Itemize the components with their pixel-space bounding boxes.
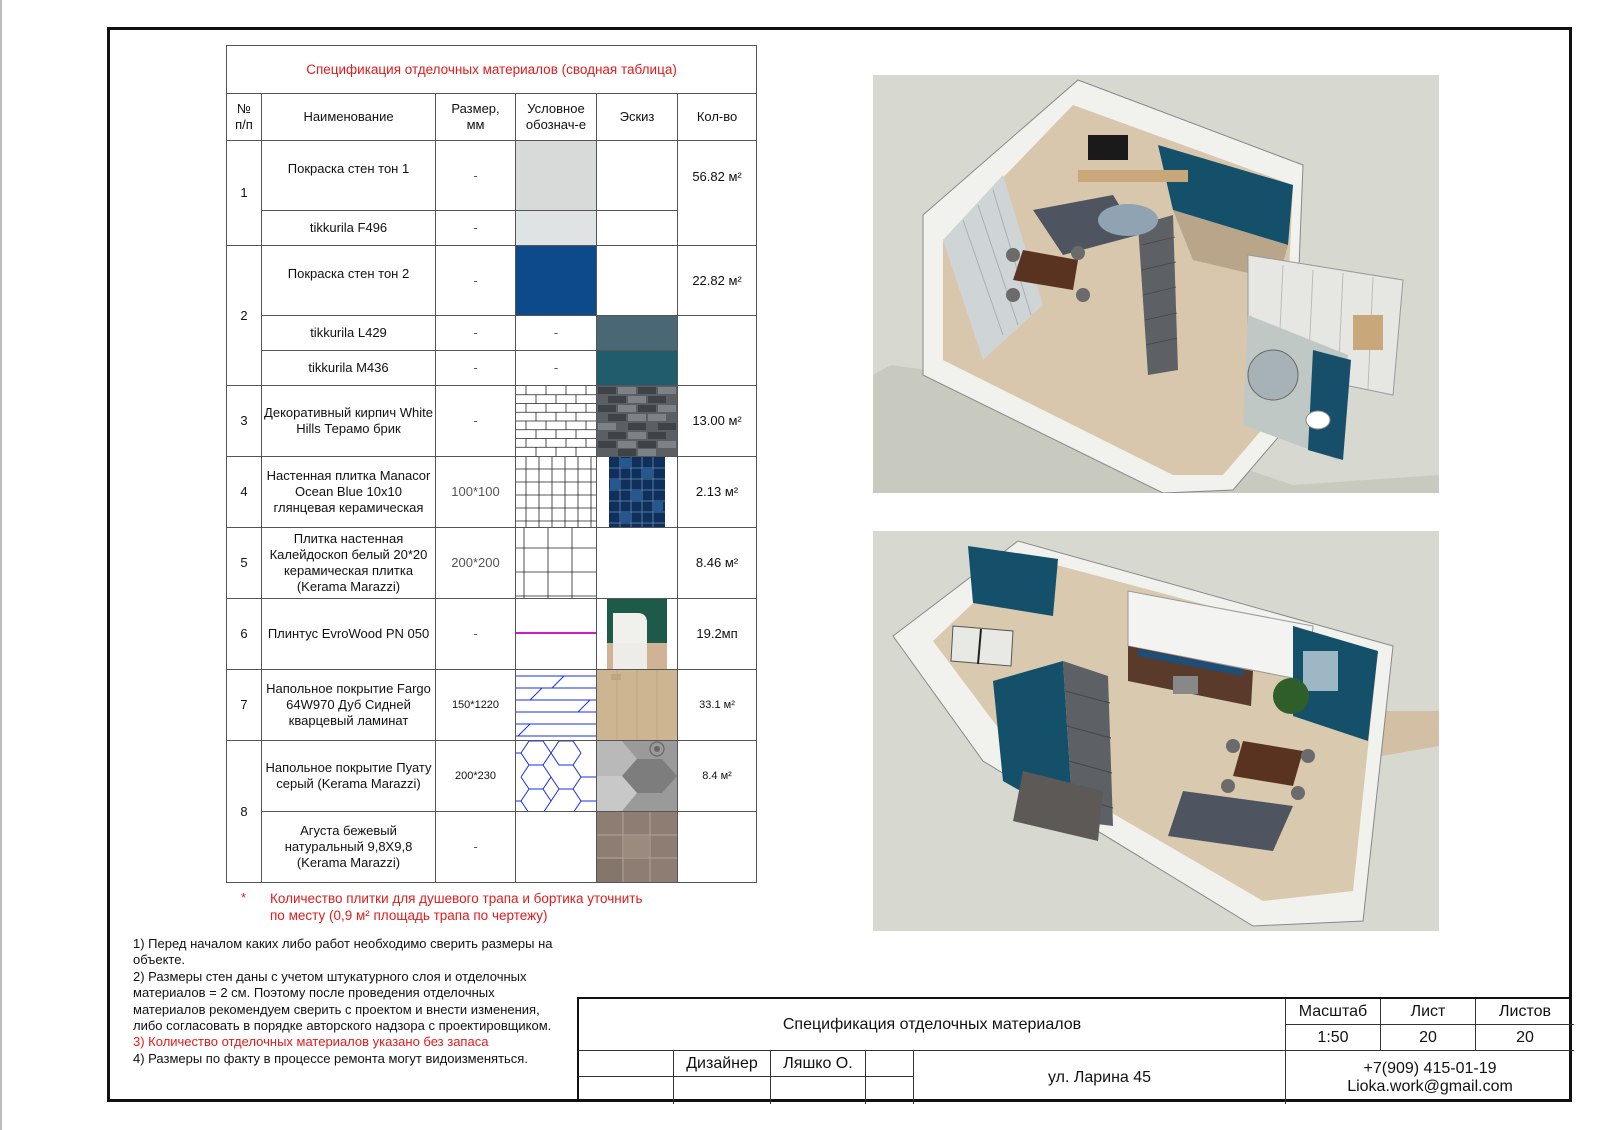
col-header-num: № п/п <box>227 94 262 141</box>
row-number: 6 <box>227 599 262 670</box>
material-qty: 19.2мп <box>678 599 757 670</box>
sketch-empty <box>597 211 678 246</box>
table-row <box>227 528 757 599</box>
qty-empty <box>678 812 757 883</box>
laminate-hatch-symbol <box>516 670 597 741</box>
table-row <box>227 741 757 812</box>
hexagon-hatch-symbol <box>516 741 597 812</box>
sheets-label: Листов <box>1476 999 1574 1025</box>
material-size: - <box>436 246 516 316</box>
phone: +7(909) 415-01-19 <box>1363 1059 1497 1077</box>
address: ул. Ларина 45 <box>914 1051 1286 1104</box>
material-name: Покраска стен тон 2 <box>262 246 436 316</box>
row-number: 5 <box>227 528 262 599</box>
table-row <box>227 141 757 211</box>
scale-value: 1:50 <box>1286 1025 1381 1051</box>
brick-sketch <box>597 386 678 457</box>
sketch-empty <box>597 141 678 211</box>
table-row <box>227 812 757 883</box>
tb-empty-cell <box>866 1077 914 1104</box>
table-row <box>227 316 757 351</box>
qty-empty <box>678 316 757 386</box>
material-size: 150*1220 <box>436 670 516 741</box>
material-qty: 33.1 м² <box>678 670 757 741</box>
material-qty: 8.4 м² <box>678 741 757 812</box>
table-row <box>227 386 757 457</box>
sheets-total: 20 <box>1476 1025 1574 1051</box>
material-name: Декоративный кирпич White Hills Терамо брик <box>262 386 436 457</box>
render-top-view-2 <box>873 531 1439 931</box>
material-qty: 56.82 м² <box>678 141 757 246</box>
row-number: 3 <box>227 386 262 457</box>
paint-swatch-l429 <box>597 316 678 351</box>
note-item: 4) Размеры по факту в процессе ремонта могут видоизменяться. <box>133 1050 528 1066</box>
grey-tile-sketch <box>597 741 678 812</box>
material-qty: 2.13 м² <box>678 457 757 528</box>
tb-empty-cell <box>866 1051 914 1077</box>
ocean-blue-tile-sketch <box>597 457 678 528</box>
material-size: - <box>436 211 516 246</box>
material-qty: 8.46 м² <box>678 528 757 599</box>
material-size: - <box>436 386 516 457</box>
table-row <box>227 457 757 528</box>
col-header-sketch: Эскиз <box>597 94 678 141</box>
table-row <box>227 211 757 246</box>
col-header-name: Наименование <box>262 94 436 141</box>
tile-grid-symbol <box>516 457 597 528</box>
designer-name: Ляшко О. <box>771 1051 866 1077</box>
sheet-label: Лист <box>1381 999 1476 1025</box>
material-symbol: - <box>516 316 597 351</box>
material-qty: 13.00 м² <box>678 386 757 457</box>
row-number: 8 <box>227 741 262 883</box>
title-block <box>577 997 1572 1102</box>
table-row <box>227 670 757 741</box>
baseboard-sketch <box>597 599 678 670</box>
tile-20-grid-symbol <box>516 528 597 599</box>
material-size: - <box>436 812 516 883</box>
row-number: 1 <box>227 141 262 246</box>
paint-swatch-m436 <box>597 351 678 386</box>
material-qty: 22.82 м² <box>678 246 757 316</box>
table-title: Спецификация отделочных материалов (сводная таблица) <box>227 46 757 94</box>
tb-empty-cell <box>579 1051 674 1077</box>
material-size: - <box>436 351 516 386</box>
material-size: - <box>436 141 516 211</box>
sheet-title: Спецификация отделочных материалов <box>579 999 1286 1051</box>
brick-hatch-symbol <box>516 386 597 457</box>
table-row <box>227 351 757 386</box>
note-item: 1) Перед началом каких либо работ необходимо сверить размеры на объекте. <box>133 936 553 968</box>
row-number: 4 <box>227 457 262 528</box>
material-name: Покраска стен тон 1 <box>262 141 436 211</box>
material-size: 200*200 <box>436 528 516 599</box>
designer-label: Дизайнер <box>674 1051 771 1077</box>
material-name: tikkurila M436 <box>262 351 436 386</box>
material-size: 100*100 <box>436 457 516 528</box>
tb-empty-cell <box>579 1077 674 1104</box>
sketch-empty <box>597 246 678 316</box>
material-size: - <box>436 316 516 351</box>
paint-swatch-tone2 <box>516 246 597 316</box>
material-name: Напольное покрытие Fargo 64W970 Дуб Сидней кварцевый ламинат <box>262 670 436 741</box>
tile-drain-note: Количество плитки для душевого трапа и бортика уточнить по месту (0,9 м² площадь трапа по чертежу) <box>270 891 643 923</box>
symbol-empty <box>516 812 597 883</box>
material-name: Настенная плитка Manacor Ocean Blue 10x10 глянцевая керамическая <box>262 457 436 528</box>
note-asterisk: * <box>241 890 247 905</box>
material-size: 200*230 <box>436 741 516 812</box>
material-name: Агуста бежевый натуральный 9,8Х9,8 (Kerama Marazzi) <box>262 812 436 883</box>
material-name: Напольное покрытие Пуату серый (Kerama Marazzi) <box>262 741 436 812</box>
contacts <box>1286 1051 1574 1104</box>
tb-empty-cell <box>771 1077 866 1104</box>
material-size: - <box>436 599 516 670</box>
col-header-size: Размер, мм <box>436 94 516 141</box>
materials-spec-table <box>226 45 757 883</box>
scale-label: Масштаб <box>1286 999 1381 1025</box>
row-number: 2 <box>227 246 262 386</box>
material-name: tikkurila L429 <box>262 316 436 351</box>
baseboard-line-symbol <box>516 599 597 670</box>
row-number: 7 <box>227 670 262 741</box>
material-symbol: - <box>516 351 597 386</box>
col-header-symbol: Условное обознач-е <box>516 94 597 141</box>
render-top-view-1 <box>873 75 1439 493</box>
material-name: tikkurila F496 <box>262 211 436 246</box>
col-header-qty: Кол-во <box>678 94 757 141</box>
table-header-row <box>227 94 757 141</box>
table-row <box>227 246 757 316</box>
paint-swatch-f496 <box>516 211 597 246</box>
material-name: Плинтус EvroWood PN 050 <box>262 599 436 670</box>
tb-empty-cell <box>674 1077 771 1104</box>
material-name: Плитка настенная Калейдоскоп белый 20*20 керамическая плитка (Kerama Marazzi) <box>262 528 436 599</box>
sheet-number: 20 <box>1381 1025 1476 1051</box>
oak-laminate-sketch <box>597 670 678 741</box>
email: Lioka.work@gmail.com <box>1347 1077 1513 1095</box>
paint-swatch-tone1 <box>516 141 597 211</box>
table-row <box>227 599 757 670</box>
general-notes <box>133 936 563 1067</box>
note-item: 2) Размеры стен даны с учетом штукатурного слоя и отделочных материалов = 2 см. Поэтому после проведения отделочных материалов рекомендуем сверить с проектом и внести изменения, либо согласовать в порядке авторского надзора с проектировщиком. <box>133 968 552 1034</box>
beige-tile-sketch <box>597 812 678 883</box>
note-item: 3) Количество отделочных материалов указано без запаса <box>133 1034 489 1050</box>
page-edge-line <box>0 0 2 1130</box>
sketch-empty <box>597 528 678 599</box>
